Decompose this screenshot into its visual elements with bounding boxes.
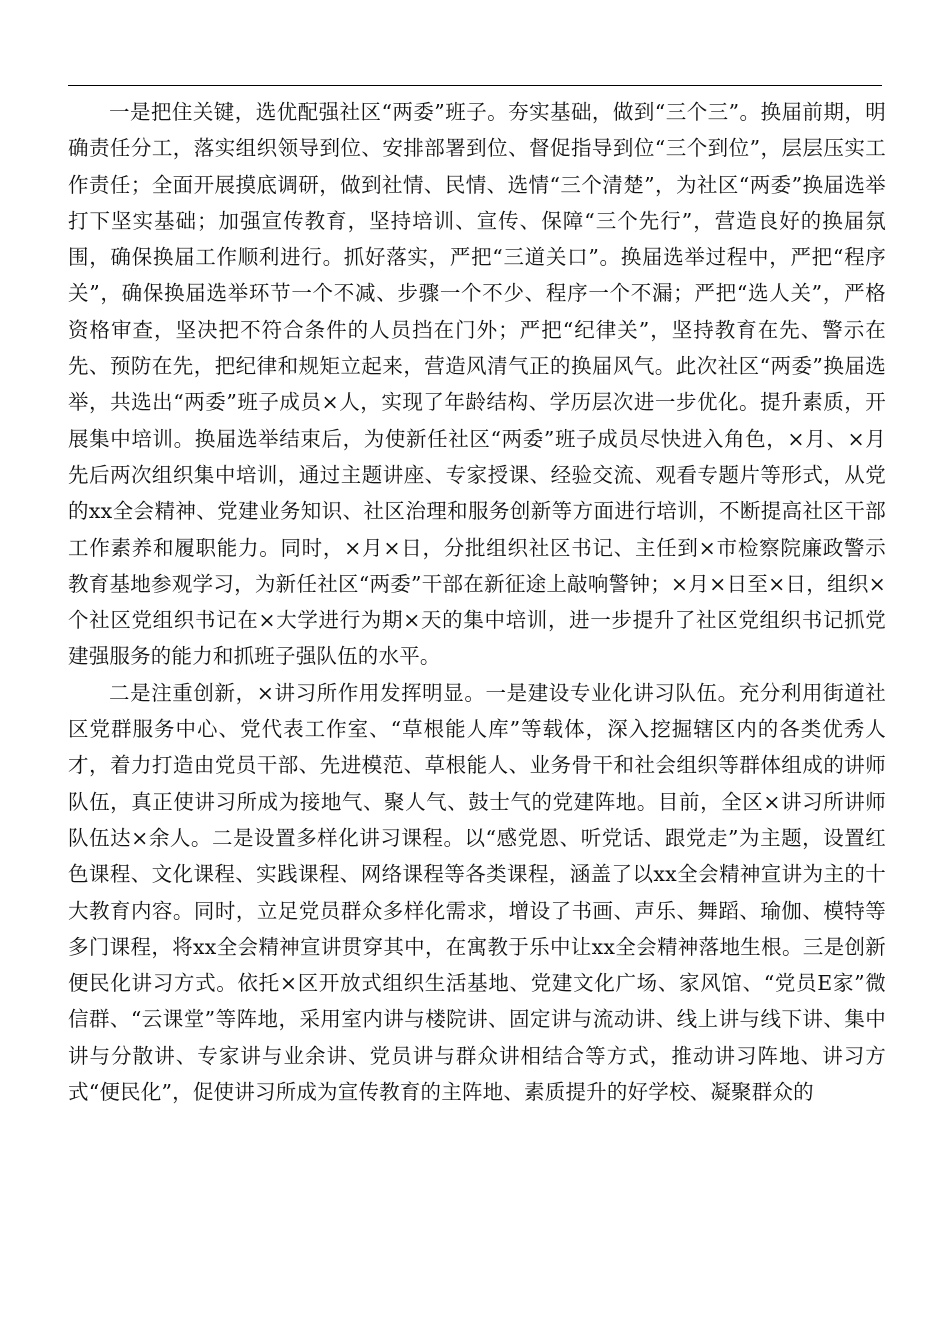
- paragraph-2: 二是注重创新，×讲习所作用发挥明显。一是建设专业化讲习队伍。充分利用街道社区党群服务中心、党代表工作室、“草根能人库”等载体，深入挖掘辖区内的各类优秀人才，着力打造由党员干部、先进模范、草根能人、业务骨干和社会组织等群体组成的讲师队伍，真正使讲习所成为接地气、聚人气、鼓士气的党建阵地。目前，全区×讲习所讲师队伍达×余人。二是设置多样化讲习课程。以“感党恩、听党话、跟党走”为主题，设置红色课程、文化课程、实践课程、网络课程等各类课程，涵盖了以xx全会精神宣讲为主的十大教育内容。同时，立足党员群众多样化需求，增设了书画、声乐、舞蹈、瑜伽、模特等多门课程，将xx全会精神宣讲贯穿其中，在寓教于乐中让xx全会精神落地生根。三是创新便民化讲习方式。依托×区开放式组织生活基地、党建文化广场、家风馆、“党员E家”微信群、“云课堂”等阵地，采用室内讲与楼院讲、固定讲与流动讲、线上讲与线下讲、集中讲与分散讲、专家讲与业余讲、党员讲与群众讲相结合等方式，推动讲习阵地、讲习方式“便民化”，促使讲习所成为宣传教育的主阵地、素质提升的好学校、凝聚群众的: [68, 680, 886, 1105]
- document-body: [68, 94, 886, 1110]
- paragraph-1: 一是把住关键，选优配强社区“两委”班子。夯实基础，做到“三个三”。换届前期，明确责任分工，落实组织领导到位、安排部署到位、督促指导到位“三个到位”，层层压实工作责任；全面开展摸底调研，做到社情、民情、选情“三个清楚”，为社区“两委”换届选举打下坚实基础；加强宣传教育，坚持培训、宣传、保障“三个先行”，营造良好的换届氛围，确保换届工作顺利进行。抓好落实，严把“三道关口”。换届选举过程中，严把“程序关”，确保换届选举环节一个不减、步骤一个不少、程序一个不漏；严把“选人关”，严格资格审查，坚决把不符合条件的人员挡在门外；严把“纪律关”，坚持教育在先、警示在先、预防在先，把纪律和规矩立起来，营造风清气正的换届风气。此次社区“两委”换届选举，共选出“两委”班子成员×人，实现了年龄结构、学历层次进一步优化。提升素质，开展集中培训。换届选举结束后，为使新任社区“两委”班子成员尽快进入角色，×月、×月先后两次组织集中培训，通过主题讲座、专家授课、经验交流、观看专题片等形式，从党的xx全会精神、党建业务知识、社区治理和服务创新等方面进行培训，不断提高社区干部工作素养和履职能力。同时，×月×日，分批组织社区书记、主任到×市检察院廉政警示教育基地参观学习，为新任社区“两委”干部在新征途上敲响警钟；×月×日至×日，组织×个社区党组织书记在×大学进行为期×天的集中培训，进一步提升了社区党组织书记抓党建强服务的能力和抓班子强队伍的水平。: [68, 100, 886, 669]
- header-rule: [68, 85, 882, 86]
